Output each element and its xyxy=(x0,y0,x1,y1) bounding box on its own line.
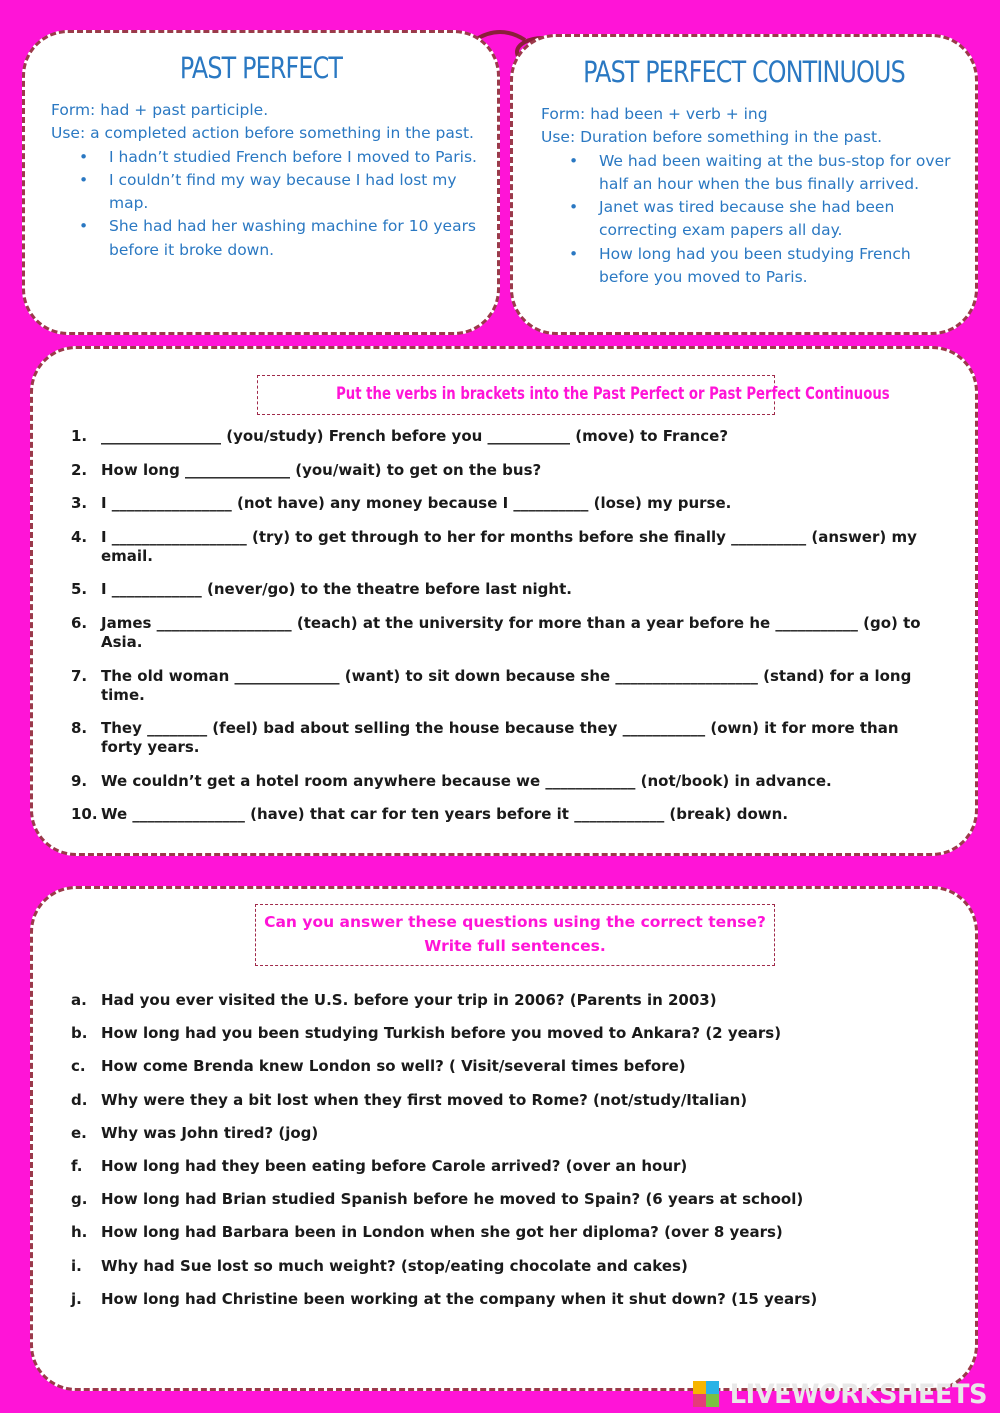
liveworksheets-watermark[interactable] xyxy=(693,1379,994,1409)
item-number: 5. xyxy=(71,580,88,599)
item-text: How long had Christine been working at the company when it shut down? (15 years) xyxy=(101,1289,818,1308)
item-number: 3. xyxy=(71,494,88,513)
exercise-item xyxy=(71,427,941,446)
exercise-1-panel xyxy=(30,346,978,856)
item-text: Why were they a bit lost when they first moved to Rome? (not/study/Italian) xyxy=(101,1090,748,1109)
question-item xyxy=(71,1190,941,1209)
item-letter: c. xyxy=(71,1057,86,1076)
exercise-item xyxy=(71,580,941,599)
item-number: 9. xyxy=(71,771,88,790)
liveworksheets-brand: LIVEWORKSHEETS xyxy=(729,1378,988,1410)
exercise-item xyxy=(71,461,941,480)
item-number: 4. xyxy=(71,527,88,546)
item-text: How long had they been eating before Carole arrived? (over an hour) xyxy=(101,1156,688,1175)
exercise-item xyxy=(71,614,941,652)
item-letter: f. xyxy=(71,1156,83,1175)
item-number: 7. xyxy=(71,666,88,685)
example-item: • I couldn’t find my way because I had lost my map. xyxy=(109,169,483,216)
item-letter: h. xyxy=(71,1223,88,1242)
item-text: Why was John tired? (jog) xyxy=(101,1123,319,1142)
item-text: Why had Sue lost so much weight? (stop/eating chocolate and cakes) xyxy=(101,1256,688,1275)
item-letter: b. xyxy=(71,1024,88,1043)
item-text: The old woman ______________ (want) to sit down because she ___________________ (stand) for a long time. xyxy=(101,666,912,704)
question-item xyxy=(71,1257,941,1276)
past-perfect-continuous-theory xyxy=(541,103,961,289)
exercise-1-list xyxy=(71,427,941,839)
item-letter: d. xyxy=(71,1090,88,1109)
past-perfect-title: PAST PERFECT xyxy=(179,51,343,85)
item-letter: e. xyxy=(71,1123,87,1142)
example-item: • How long had you been studying French before you moved to Paris. xyxy=(599,243,961,290)
item-text: How long had Barbara been in London when she got her diploma? (over 8 years) xyxy=(101,1223,783,1242)
past-perfect-continuous-form: Form: had been + verb + ing xyxy=(541,105,768,123)
exercise-1-instruction xyxy=(257,375,890,415)
item-text: I ____________ (never/go) to the theatre before last night. xyxy=(101,580,572,599)
exercise-2-instruction-line2: Write full sentences. xyxy=(424,937,606,955)
item-number: 6. xyxy=(71,613,88,632)
past-perfect-continuous-panel xyxy=(510,34,978,335)
question-item xyxy=(71,1124,941,1143)
item-text: I ________________ (not have) any money because I __________ (lose) my purse. xyxy=(101,494,732,513)
past-perfect-continuous-use: Use: Duration before something in the past. xyxy=(541,128,882,147)
past-perfect-form: Form: had + past participle. xyxy=(51,101,269,119)
exercise-2-panel xyxy=(30,886,978,1391)
item-text: How long had you been studying Turkish before you moved to Ankara? (2 years) xyxy=(101,1024,782,1043)
item-letter: i. xyxy=(71,1256,82,1275)
exercise-2-instruction-line1: Can you answer these questions using the correct tense? xyxy=(264,913,766,931)
exercise-item xyxy=(71,805,941,824)
question-item xyxy=(71,1057,941,1076)
question-item xyxy=(71,1223,941,1242)
exercise-item xyxy=(71,772,941,791)
past-perfect-panel xyxy=(22,30,500,335)
item-text: Had you ever visited the U.S. before your trip in 2006? (Parents in 2003) xyxy=(101,991,717,1009)
item-text: I __________________ (try) to get through to her for months before she finally __________ (answer) my email. xyxy=(101,527,917,565)
item-text: We _______________ (have) that car for ten years before it ____________ (break) down. xyxy=(101,805,789,824)
question-item xyxy=(71,991,941,1010)
exercise-item xyxy=(71,667,941,705)
item-number: 10. xyxy=(71,805,98,824)
item-letter: j. xyxy=(71,1289,82,1308)
exercise-item xyxy=(71,719,941,757)
liveworksheets-logo-icon xyxy=(693,1381,719,1407)
item-text: They ________ (feel) bad about selling the house because they ___________ (own) it for more than forty years. xyxy=(101,719,899,757)
item-text: ________________ (you/study) French before you ___________ (move) to France? xyxy=(101,427,729,445)
item-text: James __________________ (teach) at the university for more than a year before he ___________ (go) to Asia. xyxy=(101,613,921,651)
past-perfect-continuous-examples xyxy=(541,150,961,290)
exercise-1-instruction-text: Put the verbs in brackets into the Past Perfect or Past Perfect Continuous xyxy=(336,384,890,404)
example-item: • I hadn’t studied French before I moved to Paris. xyxy=(109,146,483,169)
exercise-2-list xyxy=(71,991,941,1323)
item-number: 2. xyxy=(71,460,88,479)
item-letter: g. xyxy=(71,1190,88,1209)
item-letter: a. xyxy=(71,991,87,1009)
item-text: How long had Brian studied Spanish before he moved to Spain? (6 years at school) xyxy=(101,1190,804,1209)
past-perfect-theory xyxy=(51,99,483,262)
past-perfect-continuous-title: PAST PERFECT CONTINUOUS xyxy=(583,55,905,89)
item-number: 1. xyxy=(71,427,88,445)
item-text: We couldn’t get a hotel room anywhere because we ____________ (not/book) in advance. xyxy=(101,771,832,790)
example-item: • We had been waiting at the bus-stop for over half an hour when the bus finally arrived. xyxy=(599,150,961,197)
item-text: How long ______________ (you/wait) to get on the bus? xyxy=(101,460,542,479)
exercise-item xyxy=(71,494,941,513)
example-item: • Janet was tired because she had been correcting exam papers all day. xyxy=(599,196,961,243)
question-item xyxy=(71,1024,941,1043)
question-item xyxy=(71,1290,941,1309)
exercise-item xyxy=(71,528,941,566)
item-text: How come Brenda knew London so well? ( Visit/several times before) xyxy=(101,1057,686,1076)
question-item xyxy=(71,1157,941,1176)
exercise-2-instruction xyxy=(255,904,775,966)
example-item: • She had had her washing machine for 10 years before it broke down. xyxy=(109,215,483,262)
past-perfect-examples xyxy=(51,146,483,262)
past-perfect-use: Use: a completed action before something in the past. xyxy=(51,124,474,143)
item-number: 8. xyxy=(71,719,88,738)
question-item xyxy=(71,1091,941,1110)
